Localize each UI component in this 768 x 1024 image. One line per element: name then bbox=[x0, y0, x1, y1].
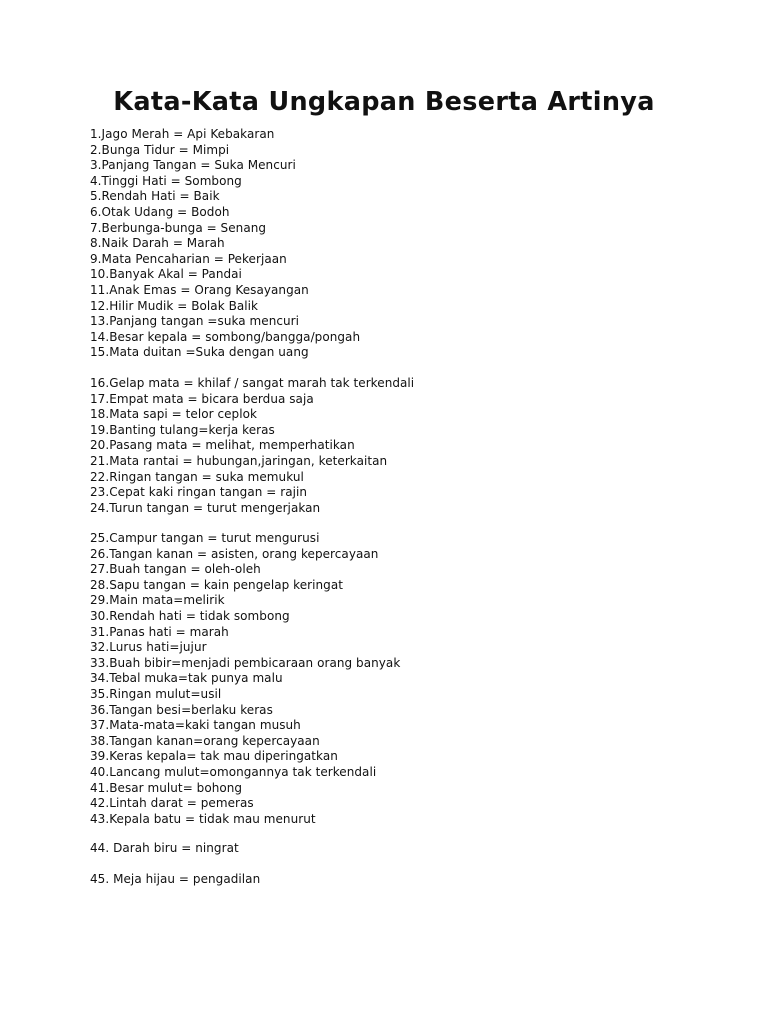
idiom-list-group-2 bbox=[90, 376, 414, 516]
idiom-entry: 41.Besar mulut= bohong bbox=[90, 780, 243, 795]
idiom-entry: 25.Campur tangan = turut mengurusi bbox=[90, 531, 320, 545]
idiom-entry: 7.Berbunga-bunga = Senang bbox=[90, 220, 267, 235]
page-title: Kata-Kata Ungkapan Beserta Artinya bbox=[113, 87, 655, 117]
idiom-entry: 15.Mata duitan =Suka dengan uang bbox=[90, 345, 309, 360]
idiom-entry: 2.Bunga Tidur = Mimpi bbox=[90, 142, 230, 157]
idiom-entry: 28.Sapu tangan = kain pengelap keringat bbox=[90, 577, 343, 592]
idiom-entry: 30.Rendah hati = tidak sombong bbox=[90, 608, 290, 623]
idiom-entry: 42.Lintah darat = pemeras bbox=[90, 796, 254, 811]
idiom-entry: 18.Mata sapi = telor ceplok bbox=[90, 407, 257, 422]
idiom-entry: 17.Empat mata = bicara berdua saja bbox=[90, 391, 314, 406]
idiom-entry: 23.Cepat kaki ringan tangan = rajin bbox=[90, 485, 308, 500]
idiom-list-group-3 bbox=[90, 531, 400, 827]
idiom-entry: 16.Gelap mata = khilaf / sangat marah tak terkendali bbox=[90, 376, 415, 390]
idiom-entry: 1.Jago Merah = Api Kebakaran bbox=[90, 127, 275, 141]
idiom-entry: 27.Buah tangan = oleh-oleh bbox=[90, 562, 261, 577]
idiom-entry: 12.Hilir Mudik = Bolak Balik bbox=[90, 298, 259, 313]
idiom-list-group-4 bbox=[90, 841, 239, 857]
idiom-entry: 8.Naik Darah = Marah bbox=[90, 236, 225, 251]
idiom-entry: 26.Tangan kanan = asisten, orang kepercayaan bbox=[90, 546, 379, 561]
idiom-entry: 11.Anak Emas = Orang Kesayangan bbox=[90, 282, 309, 297]
idiom-entry: 24.Turun tangan = turut mengerjakan bbox=[90, 500, 321, 515]
idiom-entry: 29.Main mata=melirik bbox=[90, 593, 225, 608]
idiom-entry: 14.Besar kepala = sombong/bangga/pongah bbox=[90, 329, 361, 344]
idiom-entry: 9.Mata Pencaharian = Pekerjaan bbox=[90, 251, 287, 266]
idiom-entry: 43.Kepala batu = tidak mau menurut bbox=[90, 811, 316, 826]
idiom-entry: 45. Meja hijau = pengadilan bbox=[90, 872, 261, 886]
idiom-entry: 5.Rendah Hati = Baik bbox=[90, 189, 220, 204]
idiom-entry: 13.Panjang tangan =suka mencuri bbox=[90, 314, 300, 329]
idiom-entry: 21.Mata rantai = hubungan,jaringan, keterkaitan bbox=[90, 453, 388, 468]
idiom-entry: 38.Tangan kanan=orang kepercayaan bbox=[90, 733, 320, 748]
idiom-entry: 3.Panjang Tangan = Suka Mencuri bbox=[90, 158, 296, 173]
idiom-entry: 35.Ringan mulut=usil bbox=[90, 686, 222, 701]
idiom-list-group-5 bbox=[90, 872, 260, 888]
idiom-entry: 36.Tangan besi=berlaku keras bbox=[90, 702, 273, 717]
idiom-list-group-1 bbox=[90, 127, 360, 361]
idiom-entry: 19.Banting tulang=kerja keras bbox=[90, 422, 275, 437]
idiom-entry: 4.Tinggi Hati = Sombong bbox=[90, 173, 242, 188]
idiom-entry: 6.Otak Udang = Bodoh bbox=[90, 204, 230, 219]
idiom-entry: 44. Darah biru = ningrat bbox=[90, 841, 239, 855]
idiom-entry: 33.Buah bibir=menjadi pembicaraan orang banyak bbox=[90, 655, 401, 670]
idiom-entry: 31.Panas hati = marah bbox=[90, 624, 229, 639]
idiom-entry: 22.Ringan tangan = suka memukul bbox=[90, 469, 304, 484]
idiom-entry: 37.Mata-mata=kaki tangan musuh bbox=[90, 718, 301, 733]
idiom-entry: 40.Lancang mulut=omongannya tak terkendali bbox=[90, 764, 377, 779]
idiom-entry: 39.Keras kepala= tak mau diperingatkan bbox=[90, 749, 338, 764]
idiom-entry: 20.Pasang mata = melihat, memperhatikan bbox=[90, 438, 355, 453]
idiom-entry: 32.Lurus hati=jujur bbox=[90, 640, 207, 655]
idiom-entry: 10.Banyak Akal = Pandai bbox=[90, 267, 242, 282]
idiom-entry: 34.Tebal muka=tak punya malu bbox=[90, 671, 283, 686]
